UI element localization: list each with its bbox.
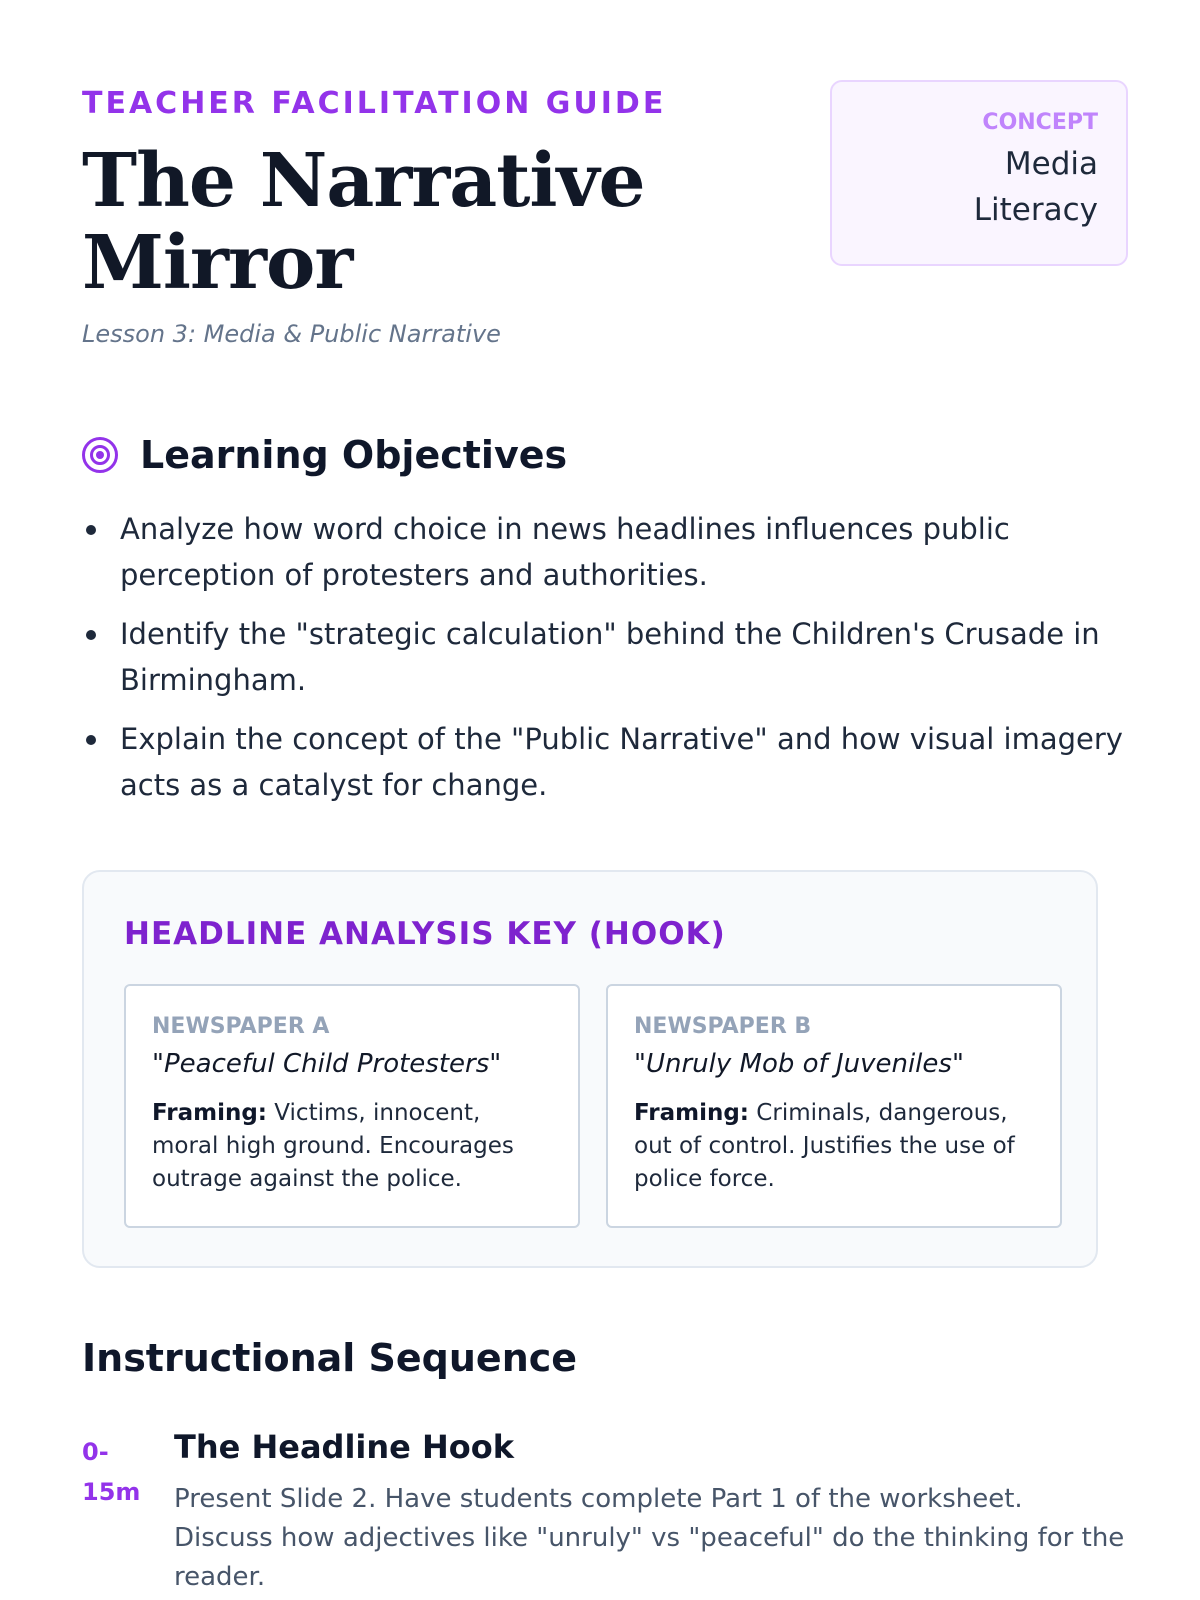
concept-label: CONCEPT bbox=[982, 110, 1098, 135]
objective-item bbox=[82, 506, 1128, 598]
objectives-heading-row bbox=[82, 430, 567, 480]
newspaper-headline: "Peaceful Child Protesters" bbox=[152, 1049, 502, 1079]
step-title: The Headline Hook bbox=[174, 1428, 515, 1466]
objective-item bbox=[82, 611, 1128, 703]
step-description: Present Slide 2. Have students complete Part 1 of the worksheet. Discuss how adjectives like "unruly" vs "peaceful" do the thinking for the reader. bbox=[174, 1484, 1125, 1592]
headline-analysis-key bbox=[82, 870, 1098, 1268]
newspaper-headline: "Unruly Mob of Juveniles" bbox=[634, 1049, 964, 1079]
bullet-dot bbox=[86, 735, 96, 745]
facilitation-guide-page bbox=[82, 0, 1128, 1592]
page-title: The Narrative Mirror bbox=[82, 138, 645, 306]
objective-item bbox=[82, 716, 1128, 808]
objective-text: Explain the concept of the "Public Narrative" and how visual imagery acts as a catalyst for change. bbox=[120, 722, 1123, 802]
objective-text: Identify the "strategic calculation" behind the Children's Crusade in Birmingham. bbox=[120, 617, 1100, 697]
framing-label: Framing: bbox=[152, 1100, 267, 1126]
newspaper-label: NEWSPAPER B bbox=[634, 1014, 812, 1039]
lesson-subtitle: Lesson 3: Media & Public Narrative bbox=[82, 320, 501, 348]
newspaper-label: NEWSPAPER A bbox=[152, 1014, 330, 1039]
bullet-dot bbox=[86, 630, 96, 640]
framing-text bbox=[634, 1097, 1034, 1196]
concept-card bbox=[830, 80, 1128, 266]
framing-label: Framing: bbox=[634, 1100, 749, 1126]
newspaper-card-a bbox=[124, 984, 580, 1228]
target-icon bbox=[82, 437, 118, 473]
guide-header bbox=[82, 0, 1128, 380]
concept-value: Media Literacy bbox=[973, 146, 1098, 228]
guide-eyebrow: TEACHER FACILITATION GUIDE bbox=[82, 86, 667, 121]
objective-text: Analyze how word choice in news headlines influences public perception of protesters and authorities. bbox=[120, 512, 1010, 592]
step-time: 0-15m bbox=[82, 1438, 141, 1506]
objectives-list bbox=[82, 506, 1128, 821]
framing-text bbox=[152, 1097, 552, 1196]
sequence-heading: Instructional Sequence bbox=[82, 1336, 578, 1380]
framing-description: Victims, innocent, moral high ground. Encourages outrage against the police. bbox=[152, 1100, 514, 1192]
objectives-heading: Learning Objectives bbox=[140, 433, 568, 477]
framing-description: Criminals, dangerous, out of control. Justifies the use of police force. bbox=[634, 1100, 1015, 1192]
bullet-dot bbox=[86, 525, 96, 535]
newspaper-card-b bbox=[606, 984, 1062, 1228]
headline-key-title: HEADLINE ANALYSIS KEY (HOOK) bbox=[124, 916, 726, 952]
